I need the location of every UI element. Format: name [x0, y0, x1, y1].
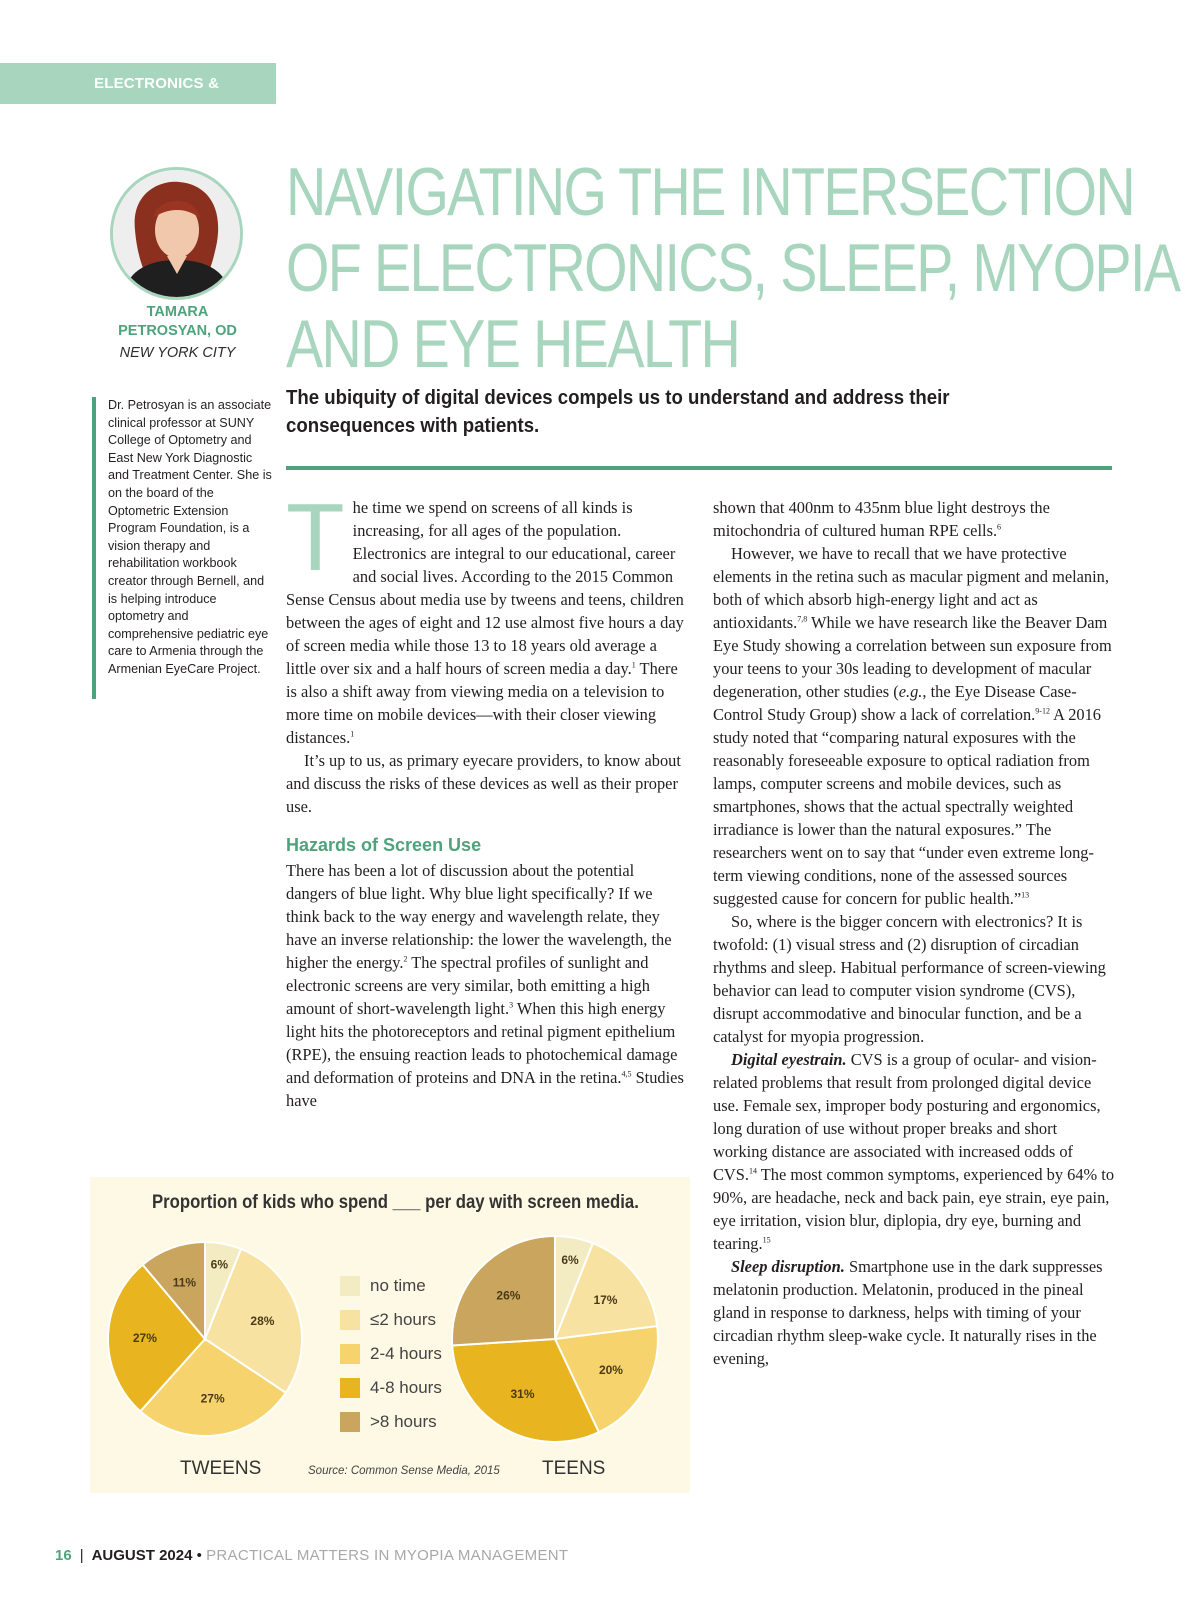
footer-separator: |	[79, 1547, 84, 1564]
citation: 2	[403, 954, 408, 964]
teens-label: TEENS	[542, 1458, 606, 1479]
author-location: NEW YORK CITY	[119, 345, 236, 361]
page-footer	[55, 1547, 568, 1564]
paragraph-3	[286, 859, 686, 1112]
paragraph-3-text-c: When this high energy light hits the photoreceptors and retinal pigment epithelium (RPE), the ensuing reaction leads to photochemical damage and deformation of proteins and DNA in the retina.	[286, 999, 678, 1087]
paragraph-8	[713, 1255, 1115, 1370]
paragraph-5-text-c: , the Eye Disease Case-Control Study Group) show a lack of correlation.	[713, 682, 1077, 724]
author-last-name: PETROSYAN, OD	[118, 323, 237, 339]
paragraph-2: It’s up to us, as primary eyecare providers, to know about and discuss the risks of these devices as well as their proper use.	[286, 751, 681, 816]
teens-slice-label-1: 17%	[593, 1292, 618, 1307]
paragraph-3-text-b: The spectral profiles of sunlight and electronic screens are very similar, both emitting a high amount of short-wavelength light.	[286, 953, 650, 1018]
paragraph-3-text-d: Studies have	[286, 1068, 684, 1110]
legend-swatch	[340, 1412, 360, 1432]
paragraph-8-text: Smartphone use in the dark suppresses melatonin production. Melatonin, produced in the pineal gland in response to darkness, helps with timing of your circadian rhythm sleep-wake cycle. It naturally rises in the evening,	[713, 1257, 1103, 1368]
legend-swatch	[340, 1378, 360, 1398]
headline-line-2: OF ELECTRONICS, SLEEP, MYOPIA	[286, 230, 1180, 306]
citation: 1	[631, 660, 636, 670]
tweens-slice-label-4: 11%	[172, 1275, 197, 1290]
issue-date: AUGUST 2024	[91, 1547, 193, 1564]
paragraph-5	[713, 542, 1115, 910]
legend-label: ≤2 hours	[370, 1310, 437, 1329]
author-bio: Dr. Petrosyan is an associate clinical professor at SUNY College of Optometry and East New York Diagnostic and Treatment Center. She is on the board of the Optometric Extension Program Foundation, is a vision therapy and rehabilitation workbook creator through Bernell, and is helping introduce optometry and comprehensive pediatric eye care to Armenia through the Armenian EyeCare Project.	[92, 397, 272, 699]
tweens-label: TWEENS	[180, 1458, 262, 1479]
legend-item	[340, 1405, 442, 1439]
paragraph-5-text-d: A 2016 study noted that “comparing natural exposures with the reasonably foreseeable exposure to optical radiation from lamps, computer screens and mobile devices, such as smartphones, shows that the actual spectrally weighted irradiance is lower than the natural exposures.” The researchers went on to say that “under even extreme long-term viewing conditions, none of the assessed sources suggested cause for concern for public health.”	[713, 705, 1101, 908]
chart-legend	[340, 1269, 442, 1439]
citation: 14	[748, 1166, 757, 1176]
paragraph-1-text-b: There is also a shift away from viewing media on a television to more time on mobile devices—with their closer viewing distances.	[286, 659, 678, 747]
citation: 1	[350, 729, 355, 739]
author-name	[90, 303, 265, 341]
paragraph-7	[713, 1048, 1115, 1255]
legend-item	[340, 1303, 442, 1337]
legend-swatch	[340, 1344, 360, 1364]
page-number: 16	[55, 1547, 72, 1564]
subhead-hazards: Hazards of Screen Use	[286, 835, 482, 855]
teens-slice-label-2: 20%	[598, 1362, 623, 1377]
paragraph-4-text: shown that 400nm to 435nm blue light destroys the mitochondria of cultured human RPE cells.	[713, 498, 1050, 540]
legend-item	[340, 1371, 442, 1405]
author-portrait-icon	[113, 170, 240, 297]
paragraph-8-lead: Sleep disruption.	[731, 1257, 845, 1276]
paragraph-7-lead: Digital eyestrain.	[731, 1050, 847, 1069]
legend-label: no time	[370, 1276, 426, 1295]
legend-item	[340, 1269, 442, 1303]
footer-bullet: •	[196, 1547, 202, 1564]
column-2	[713, 496, 1115, 1370]
paragraph-6: So, where is the bigger concern with electronics? It is twofold: (1) visual stress and (2) disruption of circadian rhythms and sleep. Habitual performance of screen-viewing behavior can lead to computer vision syndrome (CVS), disrupt accommodative and binocular function, and be a catalyst for myopia progression.	[713, 912, 1106, 1046]
teens-slice-label-3: 31%	[510, 1386, 535, 1401]
citation: 15	[762, 1235, 771, 1245]
citation: 7,8	[797, 614, 808, 624]
legend-swatch	[340, 1310, 360, 1330]
paragraph-5-text-b: While we have research like the Beaver Dam Eye Study showing a correlation between sun exposure from your teens to your 30s leading to development of macular degeneration, other studies (	[713, 613, 1112, 701]
legend-item	[340, 1337, 442, 1371]
section-tag: ELECTRONICS & MYOPIA	[0, 63, 276, 104]
citation: 6	[997, 522, 1002, 532]
headline	[286, 154, 1180, 382]
citation: 13	[1021, 890, 1030, 900]
paragraph-1	[286, 484, 686, 749]
paragraph-3-text-a: There has been a lot of discussion about the potential dangers of blue light. Why blue light specifically? If we think back to the way energy and wavelength relate, they have an inverse relationship: the lower the wavelength, the higher the energy.	[286, 861, 672, 972]
citation: 9-12	[1035, 706, 1050, 716]
teens-slice-label-0: 6%	[561, 1253, 579, 1268]
paragraph-5-text-a: However, we have to recall that we have protective elements in the retina such as macular pigment and melanin, both of which absorb high-energy light and act as antioxidants.	[713, 544, 1109, 632]
paragraph-7-text-b: The most common symptoms, experienced by 64% to 90%, are headache, neck and back pain, eye strain, eye pain, eye irritation, vision blur, diplopia, dry eye, burning and tearing.	[713, 1165, 1115, 1253]
screen-media-chart	[90, 1177, 690, 1493]
author-first-name: TAMARA	[146, 304, 209, 320]
tweens-slice-label-2: 27%	[200, 1391, 225, 1406]
chart-title: Proportion of kids who spend ___ per day with screen media.	[152, 1192, 639, 1213]
headline-line-1: NAVIGATING THE INTERSECTION	[286, 154, 1134, 230]
author-photo	[110, 167, 243, 300]
paragraph-5-eg: e.g.	[898, 682, 923, 701]
tweens-slice-label-3: 27%	[132, 1331, 157, 1346]
headline-line-3: AND EYE HEALTH	[286, 306, 740, 382]
deck: The ubiquity of digital devices compels us to understand and address their consequences with patients.	[286, 387, 950, 437]
column-1	[286, 484, 686, 1112]
legend-label: >8 hours	[370, 1412, 437, 1431]
legend-swatch	[340, 1276, 360, 1296]
paragraph-7-text-a: CVS is a group of ocular- and vision-related problems that result from prolonged digital device use. Female sex, improper body posturing and ergonomics, long duration of use without proper breaks and short working distance are associated with increased odds of CVS.	[713, 1050, 1101, 1184]
header-rule	[286, 466, 1112, 470]
legend-label: 4-8 hours	[370, 1378, 442, 1397]
citation: 3	[509, 1000, 514, 1010]
publication-name: PRACTICAL MATTERS IN MYOPIA MANAGEMENT	[206, 1547, 569, 1564]
legend-label: 2-4 hours	[370, 1344, 442, 1363]
paragraph-4	[713, 496, 1115, 542]
citation: 4,5	[621, 1069, 632, 1079]
tweens-slice-label-1: 28%	[250, 1314, 275, 1329]
paragraph-1-text: he time we spend on screens of all kinds is increasing, for all ages of the population. Electronics are integral to our educational, career and social lives. According to the 2015 Common Sense Census about media use by tweens and teens, children between the ages of eight and 12 use almost five hours a day of screen media while those 13 to 18 years old average a little over six and a half hours of screen media a day.	[286, 498, 684, 678]
chart-source: Source: Common Sense Media, 2015	[308, 1465, 500, 1477]
teens-slice-label-4: 26%	[496, 1288, 521, 1303]
tweens-slice-label-0: 6%	[210, 1257, 228, 1272]
drop-cap: T	[286, 484, 345, 591]
